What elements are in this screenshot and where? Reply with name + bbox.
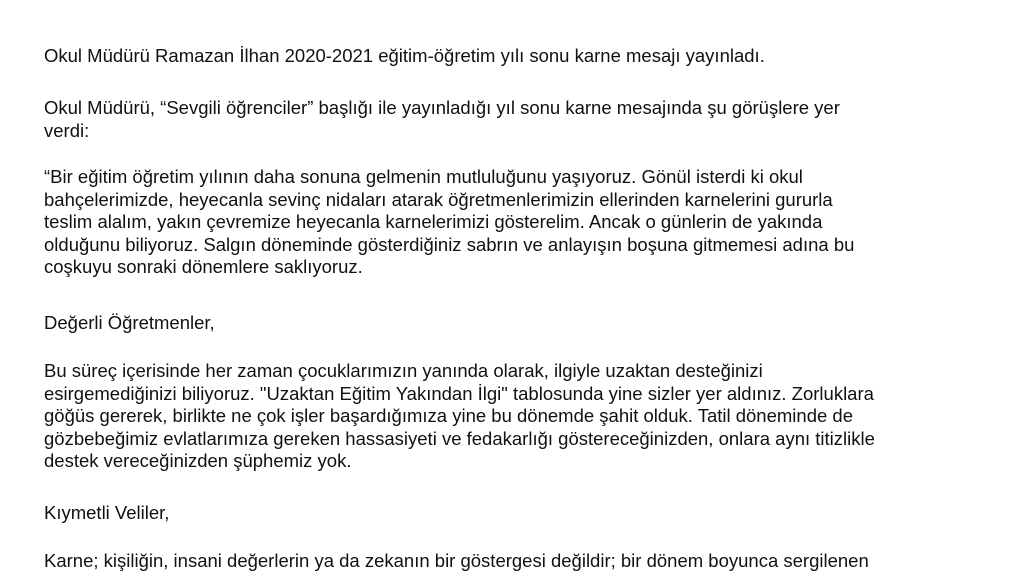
paragraph-teachers-message: Bu süreç içerisinde her zaman çocuklarımızın yanında olarak, ilgiyle uzaktan desteğinizi esirgemediğinizi biliyoruz. "Uzaktan Eğitim Yakından İlgi" tablosunda yine sizler yer aldınız. Zorluklara göğüs gererek, birlikte ne çok işler başardığımıza yine bu dönemde şahit olduk. Tatil döneminde de gözbebeğimiz evlatlarımıza gereken hassasiyeti ve fedakarlığı göstereceğinizden, onlara aynı titizlikle destek vereceğinizden şüphemiz yok. <box>44 360 875 471</box>
paragraph-teachers-salutation: Değerli Öğretmenler, <box>44 312 215 333</box>
paragraph-intro: Okul Müdürü, “Sevgili öğrenciler” başlığı ile yayınladığı yıl sonu karne mesajında şu görüşlere yer verdi: <box>44 97 840 141</box>
paragraph-parents-salutation: Kıymetli Veliler, <box>44 502 170 523</box>
paragraph-parents-message: Karne; kişiliğin, insani değerlerin ya da zekanın bir göstergesi değildir; bir dönem boyunca sergilenen <box>44 550 869 571</box>
paragraph-headline: Okul Müdürü Ramazan İlhan 2020-2021 eğitim-öğretim yılı sonu karne mesajı yayınladı. <box>44 45 765 66</box>
paragraph-message: “Bir eğitim öğretim yılının daha sonuna gelmenin mutluluğunu yaşıyoruz. Gönül isterdi ki okul bahçelerimizde, heyecanla sevinç nidaları atarak öğretmenlerimizin ellerinden karnelerini gururla teslim alalım, yakın çevremize heyecanla karnelerimizi gösterelim. Ancak o günlerin de yakında olduğunu biliyoruz. Salgın döneminde gösterdiğiniz sabrın ve anlayışın boşuna gitmemesi adına bu coşkuyu sonraki dönemlere saklıyoruz. <box>44 166 855 277</box>
